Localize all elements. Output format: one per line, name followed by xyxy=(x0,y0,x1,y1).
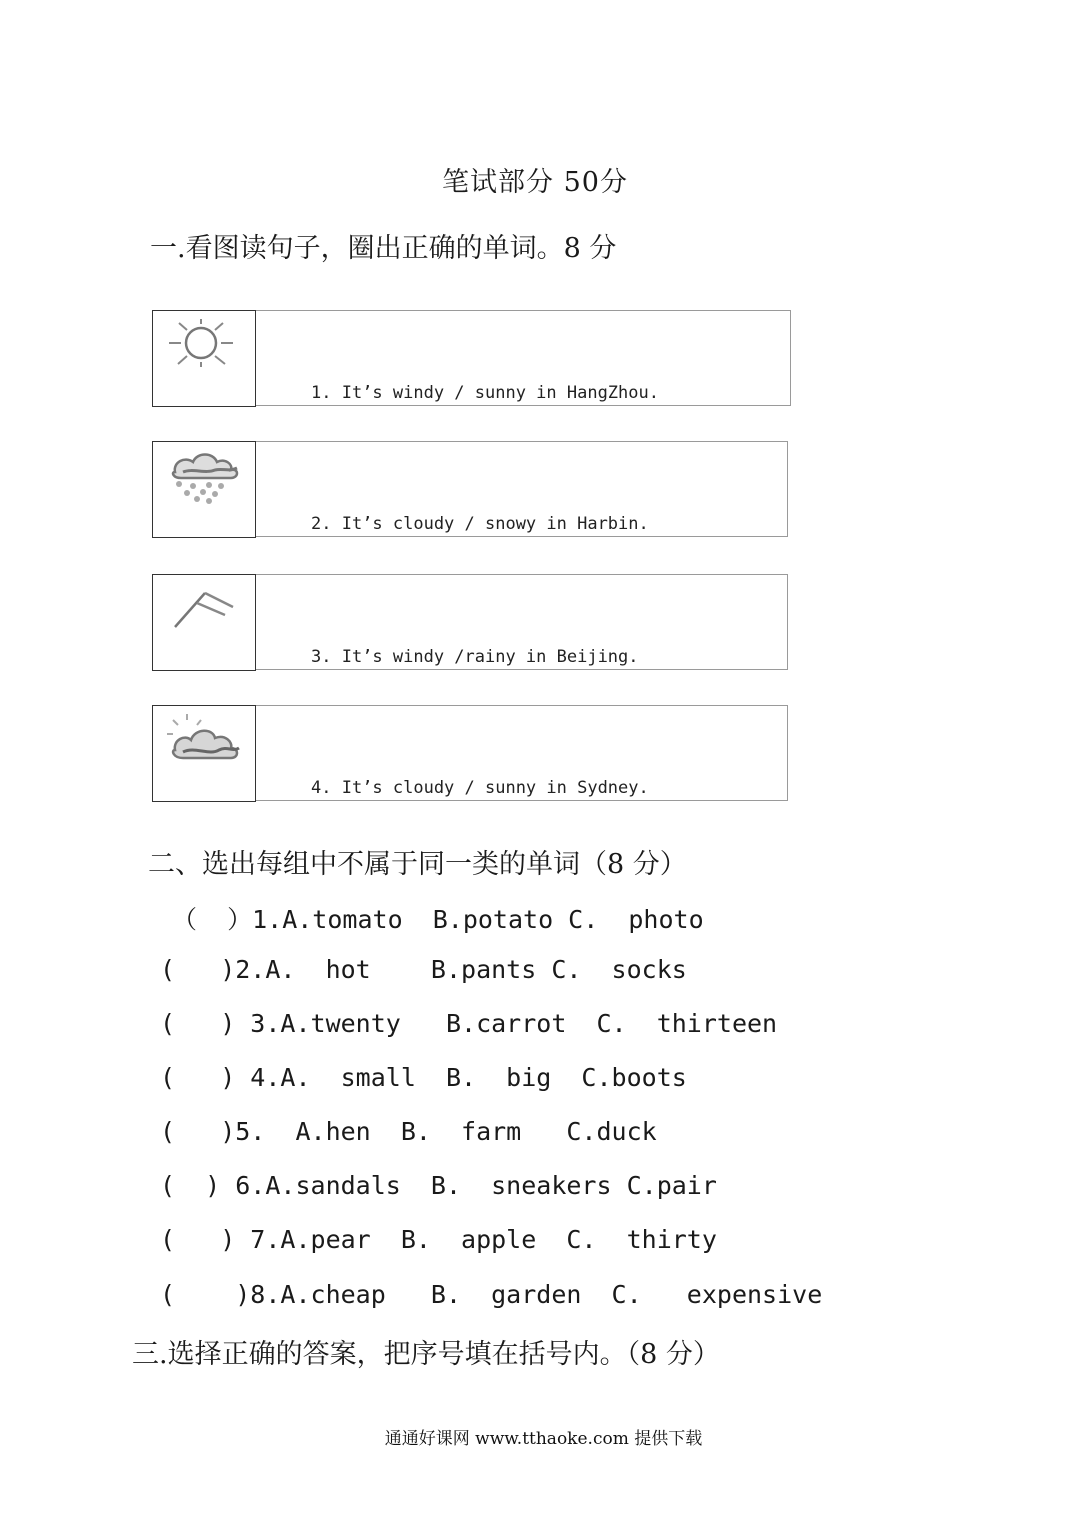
sun-cloud-icon xyxy=(152,705,256,802)
question-5: ( )5. A.hen B. farm C.duck xyxy=(160,1117,657,1146)
section-3-heading: 三.选择正确的答案，把序号填在括号内。（8 分） xyxy=(132,1339,720,1370)
section-2-heading: 二、选出每组中不属于同一类的单词（8 分） xyxy=(148,849,687,880)
question-8: ( )8.A.cheap B. garden C. expensive xyxy=(160,1280,823,1309)
sentence-4: 4. It’s cloudy / sunny in Sydney. xyxy=(311,778,649,798)
footer-text: 通通好课网 www.tthaoke.com 提供下载 xyxy=(384,1429,703,1449)
question-7: ( ) 7.A.pear B. apple C. thirty xyxy=(160,1225,717,1254)
snow-cloud-icon xyxy=(152,441,256,538)
section-1-heading: 一.看图读句子，圈出正确的单词。8 分 xyxy=(150,233,617,264)
question-4: ( ) 4.A. small B. big C.boots xyxy=(160,1063,687,1092)
question-2: ( )2.A. hot B.pants C. socks xyxy=(160,955,687,984)
sun-icon xyxy=(152,310,256,407)
sentence-2: 2. It’s cloudy / snowy in Harbin. xyxy=(311,514,649,534)
page-title: 笔试部分 50分 xyxy=(442,167,628,198)
question-1: （ ）1.A.tomato B.potato C. photo xyxy=(172,905,704,934)
weather-item-4 xyxy=(152,705,788,801)
question-6: ( ) 6.A.sandals B. sneakers C.pair xyxy=(160,1171,717,1200)
weather-item-1 xyxy=(152,310,791,406)
question-3: ( ) 3.A.twenty B.carrot C. thirteen xyxy=(160,1009,778,1038)
weather-item-3 xyxy=(152,574,788,670)
wind-flag-icon xyxy=(152,574,256,671)
weather-item-2 xyxy=(152,441,788,537)
sentence-1: 1. It’s windy / sunny in HangZhou. xyxy=(311,383,659,403)
sentence-3: 3. It’s windy /rainy in Beijing. xyxy=(311,647,639,667)
